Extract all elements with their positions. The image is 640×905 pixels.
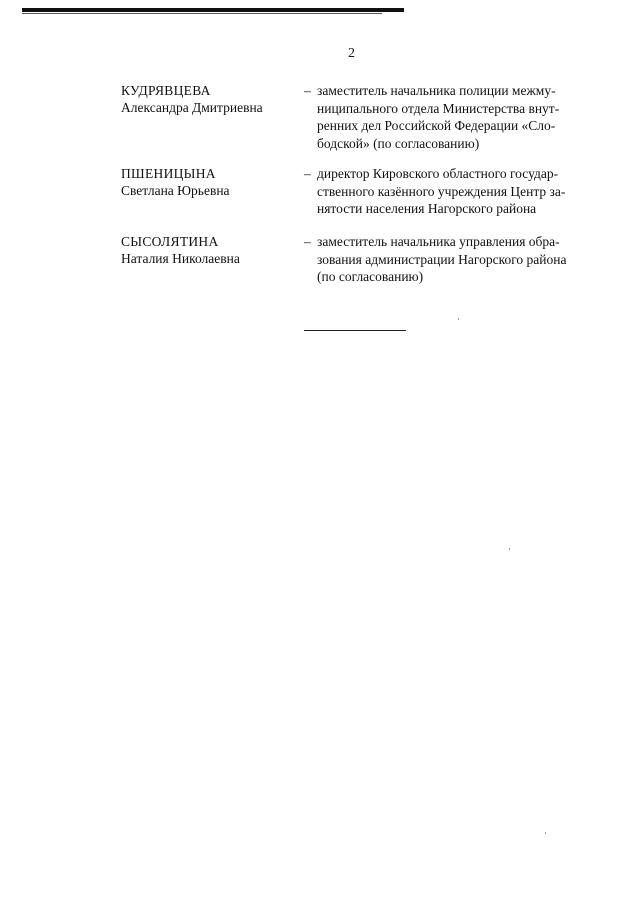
page-number: 2 [348, 46, 355, 61]
member-role [317, 82, 591, 152]
member-name [121, 82, 291, 116]
member-given-name: Александра Дмитриевна [121, 100, 263, 115]
member-role-line: ренних дел Российской Федерации «Сло- [317, 118, 556, 133]
member-dash: – [304, 166, 311, 181]
member-role [317, 165, 591, 218]
member-surname: СЫСОЛЯТИНА [121, 234, 219, 249]
scan-speck [545, 832, 546, 834]
member-surname: ПШЕНИЦЫНА [121, 166, 216, 181]
top-scan-rule-thin [22, 13, 382, 14]
member-role-line: зования администрации Нагорского района [317, 251, 567, 267]
top-scan-rule [22, 8, 404, 12]
member-role-line: директор Кировского областного государ- [317, 166, 559, 181]
member-name [121, 165, 291, 199]
member-dash: – [304, 234, 311, 249]
member-name [121, 233, 291, 267]
member-role-line: бодской» (по согласованию) [317, 135, 480, 151]
scan-speck [458, 318, 459, 320]
member-dash: – [304, 83, 311, 98]
member-role [317, 233, 591, 286]
member-role-line: ственного казённого учреждения Центр за- [317, 183, 566, 199]
member-role-line: заместитель начальника управления обра- [317, 234, 560, 249]
member-role-line: ниципального отдела Министерства внут- [317, 100, 560, 116]
end-of-list-rule [304, 330, 406, 331]
member-surname: КУДРЯВЦЕВА [121, 83, 211, 98]
member-role-line: (по согласованию) [317, 269, 424, 284]
scan-speck [509, 548, 510, 550]
member-role-line: нятости населения Нагорского района [317, 201, 537, 216]
member-given-name: Светлана Юрьевна [121, 183, 230, 198]
member-given-name: Наталия Николаевна [121, 251, 240, 266]
member-role-line: заместитель начальника полиции межму- [317, 83, 556, 98]
